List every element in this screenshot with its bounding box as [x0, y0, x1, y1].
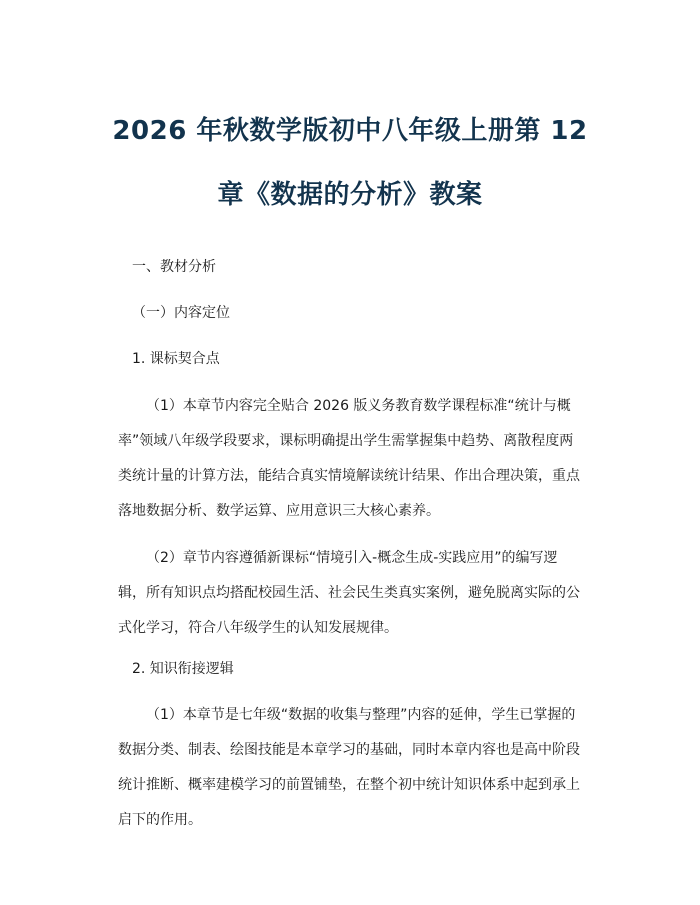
item-heading-2 — [118, 652, 584, 687]
paragraph-1: （1）本章节内容完全贴合 2026 版义务教育数学课程标准“统计与概率”领域八年级学段要求，课标明确提出学生需掌握集中趋势、离散程度两类统计量的计算方法，能结合真实情境解读统计结果、作出合理决策，重点落地数据分析、数学运算、应用意识三大核心素养。 — [118, 398, 580, 519]
subsection-heading-1-1-text: （一）内容定位 — [132, 305, 230, 321]
paragraph-2: （2）章节内容遵循新课标“情境引入-概念生成-实践应用”的编写逻辑，所有知识点均搭配校园生活、社会民生类真实案例，避免脱离实际的公式化学习，符合八年级学生的认知发展规律。 — [118, 550, 580, 636]
section-heading-1-text: 一、教材分析 — [132, 259, 216, 275]
document-title-line-2: 章《数据的分析》教案 — [217, 180, 483, 210]
item-heading-1-text: 1. 课标契合点 — [132, 351, 220, 367]
item-heading-2-text: 2. 知识衔接逻辑 — [132, 661, 234, 677]
document-title-line-1: 2026 年秋数学版初中八年级上册第 12 — [112, 116, 588, 146]
item-heading-1 — [118, 342, 584, 377]
paragraph-3: （1）本章节是七年级“数据的收集与整理”内容的延伸，学生已掌握的数据分类、制表、绘图技能是本章学习的基础，同时本章内容也是高中阶段统计推断、概率建模学习的前置铺垫，在整个初中统计知识体系中起到承上启下的作用。 — [118, 707, 580, 828]
section-heading-1 — [118, 250, 584, 285]
subsection-heading-1-1 — [118, 296, 584, 331]
